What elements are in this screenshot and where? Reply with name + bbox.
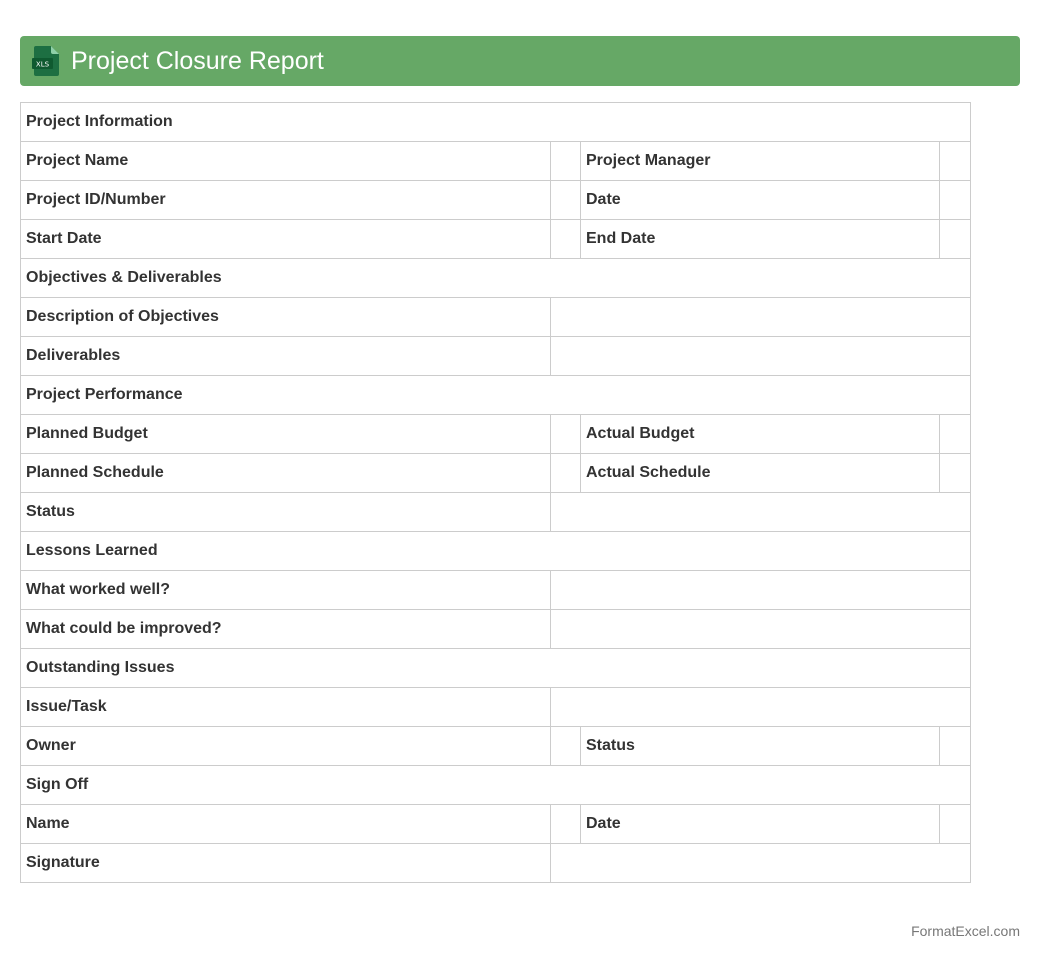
what-worked-well-label: What worked well? (21, 571, 551, 610)
section-row (21, 766, 971, 805)
sign-off-name-label: Name (21, 805, 551, 844)
planned-budget-field[interactable] (551, 415, 581, 454)
section-row (21, 376, 971, 415)
actual-budget-label: Actual Budget (581, 415, 940, 454)
form-row (21, 142, 971, 181)
section-heading-lessons-learned: Lessons Learned (21, 532, 971, 571)
signature-field[interactable] (551, 844, 971, 883)
planned-schedule-label: Planned Schedule (21, 454, 551, 493)
form-row (21, 337, 971, 376)
actual-budget-field[interactable] (940, 415, 971, 454)
start-date-field[interactable] (551, 220, 581, 259)
issue-status-label: Status (581, 727, 940, 766)
form-row (21, 571, 971, 610)
sign-off-date-field[interactable] (940, 805, 971, 844)
section-row (21, 259, 971, 298)
performance-status-label: Status (21, 493, 551, 532)
section-row (21, 103, 971, 142)
deliverables-label: Deliverables (21, 337, 551, 376)
date-field[interactable] (940, 181, 971, 220)
description-of-objectives-label: Description of Objectives (21, 298, 551, 337)
form-row (21, 415, 971, 454)
section-heading-project-information: Project Information (21, 103, 971, 142)
sign-off-date-label: Date (581, 805, 940, 844)
form-row (21, 610, 971, 649)
issue-status-field[interactable] (940, 727, 971, 766)
form-row (21, 298, 971, 337)
project-manager-label: Project Manager (581, 142, 940, 181)
form-row (21, 805, 971, 844)
section-heading-project-performance: Project Performance (21, 376, 971, 415)
footer-credit: FormatExcel.com (911, 923, 1020, 939)
planned-budget-label: Planned Budget (21, 415, 551, 454)
project-name-label: Project Name (21, 142, 551, 181)
planned-schedule-field[interactable] (551, 454, 581, 493)
deliverables-field[interactable] (551, 337, 971, 376)
section-row (21, 649, 971, 688)
section-heading-sign-off: Sign Off (21, 766, 971, 805)
performance-status-field[interactable] (551, 493, 971, 532)
description-of-objectives-field[interactable] (551, 298, 971, 337)
actual-schedule-label: Actual Schedule (581, 454, 940, 493)
end-date-label: End Date (581, 220, 940, 259)
issue-task-field[interactable] (551, 688, 971, 727)
end-date-field[interactable] (940, 220, 971, 259)
section-heading-objectives: Objectives & Deliverables (21, 259, 971, 298)
project-id-field[interactable] (551, 181, 581, 220)
form-row (21, 454, 971, 493)
xls-file-icon (32, 46, 59, 76)
owner-label: Owner (21, 727, 551, 766)
actual-schedule-field[interactable] (940, 454, 971, 493)
date-label: Date (581, 181, 940, 220)
sign-off-name-field[interactable] (551, 805, 581, 844)
form-row (21, 181, 971, 220)
title-banner (20, 36, 1020, 86)
what-could-be-improved-field[interactable] (551, 610, 971, 649)
project-manager-field[interactable] (940, 142, 971, 181)
start-date-label: Start Date (21, 220, 551, 259)
page-title: Project Closure Report (71, 47, 324, 75)
form-row (21, 727, 971, 766)
owner-field[interactable] (551, 727, 581, 766)
form-row (21, 220, 971, 259)
svg-text:XLS: XLS (35, 60, 50, 69)
form-row (21, 844, 971, 883)
issue-task-label: Issue/Task (21, 688, 551, 727)
project-id-label: Project ID/Number (21, 181, 551, 220)
project-closure-form (20, 102, 971, 883)
what-worked-well-field[interactable] (551, 571, 971, 610)
section-row (21, 532, 971, 571)
form-row (21, 493, 971, 532)
project-name-field[interactable] (551, 142, 581, 181)
section-heading-outstanding-issues: Outstanding Issues (21, 649, 971, 688)
form-row (21, 688, 971, 727)
what-could-be-improved-label: What could be improved? (21, 610, 551, 649)
signature-label: Signature (21, 844, 551, 883)
